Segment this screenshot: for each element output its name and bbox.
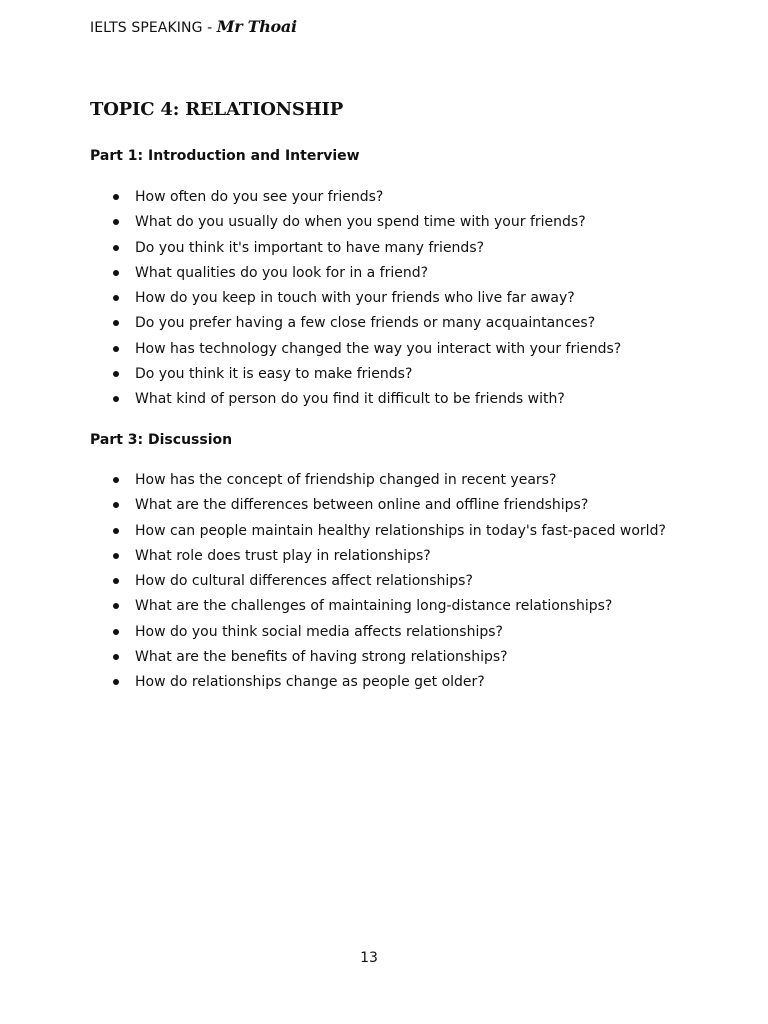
list-item [90, 211, 621, 236]
topic-title: TOPIC 4: RELATIONSHIP [90, 99, 344, 120]
list-item [90, 388, 621, 413]
question-text: How often do you see your friends? [135, 189, 384, 205]
question-text: How has technology changed the way you interact with your friends? [135, 340, 622, 357]
list-item [90, 469, 666, 494]
bullet-icon [113, 528, 119, 534]
question-text: How has the concept of friendship changed in recent years? [135, 472, 557, 488]
question-text: Do you prefer having a few close friends or many acquaintances? [135, 315, 596, 332]
page-number: 13 [360, 950, 378, 966]
bullet-icon [113, 371, 119, 377]
question-text: How do you think social media affects relationships? [135, 623, 503, 640]
question-text: What are the benefits of having strong relationships? [135, 649, 508, 666]
list-item [90, 621, 666, 646]
question-text: What do you usually do when you spend time with your friends? [135, 214, 586, 231]
list-item [90, 186, 621, 211]
bullet-icon [113, 578, 119, 584]
question-text: What qualities do you look for in a friend? [135, 264, 429, 281]
list-item [90, 338, 621, 363]
header-prefix: IELTS SPEAKING - [90, 20, 217, 36]
list-item [90, 646, 666, 671]
bullet-icon [113, 194, 119, 200]
question-text: How do you keep in touch with your friends who live far away? [135, 290, 575, 307]
list-item [90, 287, 621, 312]
question-text: What kind of person do you find it difficult to be friends with? [135, 391, 565, 408]
part3-question-list [90, 469, 666, 697]
question-text: How do relationships change as people get older? [135, 674, 485, 691]
list-item [90, 363, 621, 388]
question-text: What are the challenges of maintaining long-distance relationships? [135, 598, 613, 615]
list-item [90, 494, 666, 519]
list-item [90, 262, 621, 287]
question-text: How can people maintain healthy relationships in today's fast-paced world? [135, 522, 666, 539]
list-item [90, 570, 666, 595]
bullet-icon [113, 629, 119, 635]
page-header [90, 17, 297, 36]
bullet-icon [113, 603, 119, 609]
list-item [90, 312, 621, 337]
question-text: What are the differences between online and offline friendships? [135, 497, 589, 514]
bullet-icon [113, 320, 119, 326]
list-item [90, 520, 666, 545]
bullet-icon [113, 679, 119, 685]
bullet-icon [113, 295, 119, 301]
bullet-icon [113, 245, 119, 251]
header-author: Mr Thoai [216, 17, 297, 36]
bullet-icon [113, 553, 119, 559]
bullet-icon [113, 502, 119, 508]
bullet-icon [113, 219, 119, 225]
part3-title: Part 3: Discussion [90, 432, 233, 448]
part1-title: Part 1: Introduction and Interview [90, 148, 360, 164]
list-item [90, 671, 666, 696]
question-text: How do cultural differences affect relationships? [135, 573, 473, 590]
question-text: What role does trust play in relationships? [135, 547, 431, 564]
part1-question-list [90, 186, 621, 414]
bullet-icon [113, 270, 119, 276]
question-text: Do you think it's important to have many friends? [135, 239, 485, 256]
list-item [90, 237, 621, 262]
list-item [90, 545, 666, 570]
list-item [90, 595, 666, 620]
bullet-icon [113, 477, 119, 483]
question-text: Do you think it is easy to make friends? [135, 366, 413, 383]
bullet-icon [113, 396, 119, 402]
bullet-icon [113, 654, 119, 660]
bullet-icon [113, 346, 119, 352]
